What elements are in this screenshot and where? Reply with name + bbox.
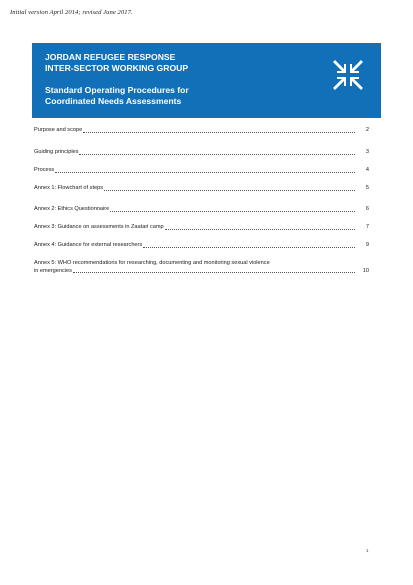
toc-entry-label-line-2: in emergencies: [34, 267, 72, 274]
toc-leader-dots: [55, 171, 355, 173]
toc-leader-dots: [143, 246, 355, 248]
toc-entry-purpose[interactable]: [34, 127, 369, 135]
toc-entry-annex-3[interactable]: [34, 224, 369, 232]
toc-entry-label: Purpose and scope: [34, 127, 83, 133]
version-note: Initial version April 2014; revised June 2017.: [10, 9, 133, 16]
toc-entry-label: Annex 1: Flowchart of steps: [34, 185, 104, 191]
toc-entry-page: 6: [365, 206, 369, 212]
toc-entry-label: Guiding principles: [34, 149, 79, 155]
banner-subtitle: [45, 85, 189, 107]
toc-entry-annex-5[interactable]: [34, 260, 369, 275]
toc-entry-page: 5: [365, 185, 369, 191]
banner-subtitle-line-2: Coordinated Needs Assessments: [45, 96, 182, 106]
toc-entry-label-line-1: Annex 5: WHO recommendations for researching, documenting and monitoring sexual violence: [34, 260, 270, 266]
toc-entry-principles[interactable]: [34, 149, 369, 157]
banner-subtitle-line-1: Standard Operating Procedures for: [45, 85, 189, 95]
toc-leader-dots: [165, 228, 355, 230]
banner-title-line-1: JORDAN REFUGEE RESPONSE: [45, 52, 176, 62]
toc-entry-annex-4[interactable]: [34, 242, 369, 250]
title-banner: [32, 43, 381, 118]
arrows-converging-icon: [331, 58, 365, 92]
toc-leader-dots: [79, 153, 355, 155]
toc-entry-page: 4: [365, 167, 369, 173]
toc-entry-annex-1[interactable]: [34, 185, 369, 193]
toc-entry-label: Annex 4: Guidance for external researchers: [34, 242, 143, 248]
toc-entry-page: 3: [365, 149, 369, 155]
toc-entry-page: 9: [365, 242, 369, 248]
toc-entry-line-2: [34, 268, 356, 276]
toc-entry-label: Annex 3: Guidance on assessments in Zaatari camp: [34, 224, 164, 230]
toc-leader-dots: [73, 271, 355, 273]
banner-title-line-2: INTER-SECTOR WORKING GROUP: [45, 63, 189, 73]
toc-entry-page: 7: [365, 224, 369, 230]
toc-leader-dots: [104, 189, 355, 191]
page-number: 1: [366, 548, 369, 553]
toc-leader-dots: [110, 210, 355, 212]
toc-entry-label: Annex 2: Ethics Questionnaire: [34, 206, 110, 212]
toc-entry-annex-2[interactable]: [34, 206, 369, 214]
toc-leader-dots: [83, 131, 355, 133]
banner-title: [45, 52, 188, 74]
toc-entry-process[interactable]: [34, 167, 369, 175]
toc-entry-page: 10: [362, 267, 369, 274]
toc-entry-label: Process: [34, 167, 55, 173]
toc-entry-page: 2: [365, 127, 369, 133]
